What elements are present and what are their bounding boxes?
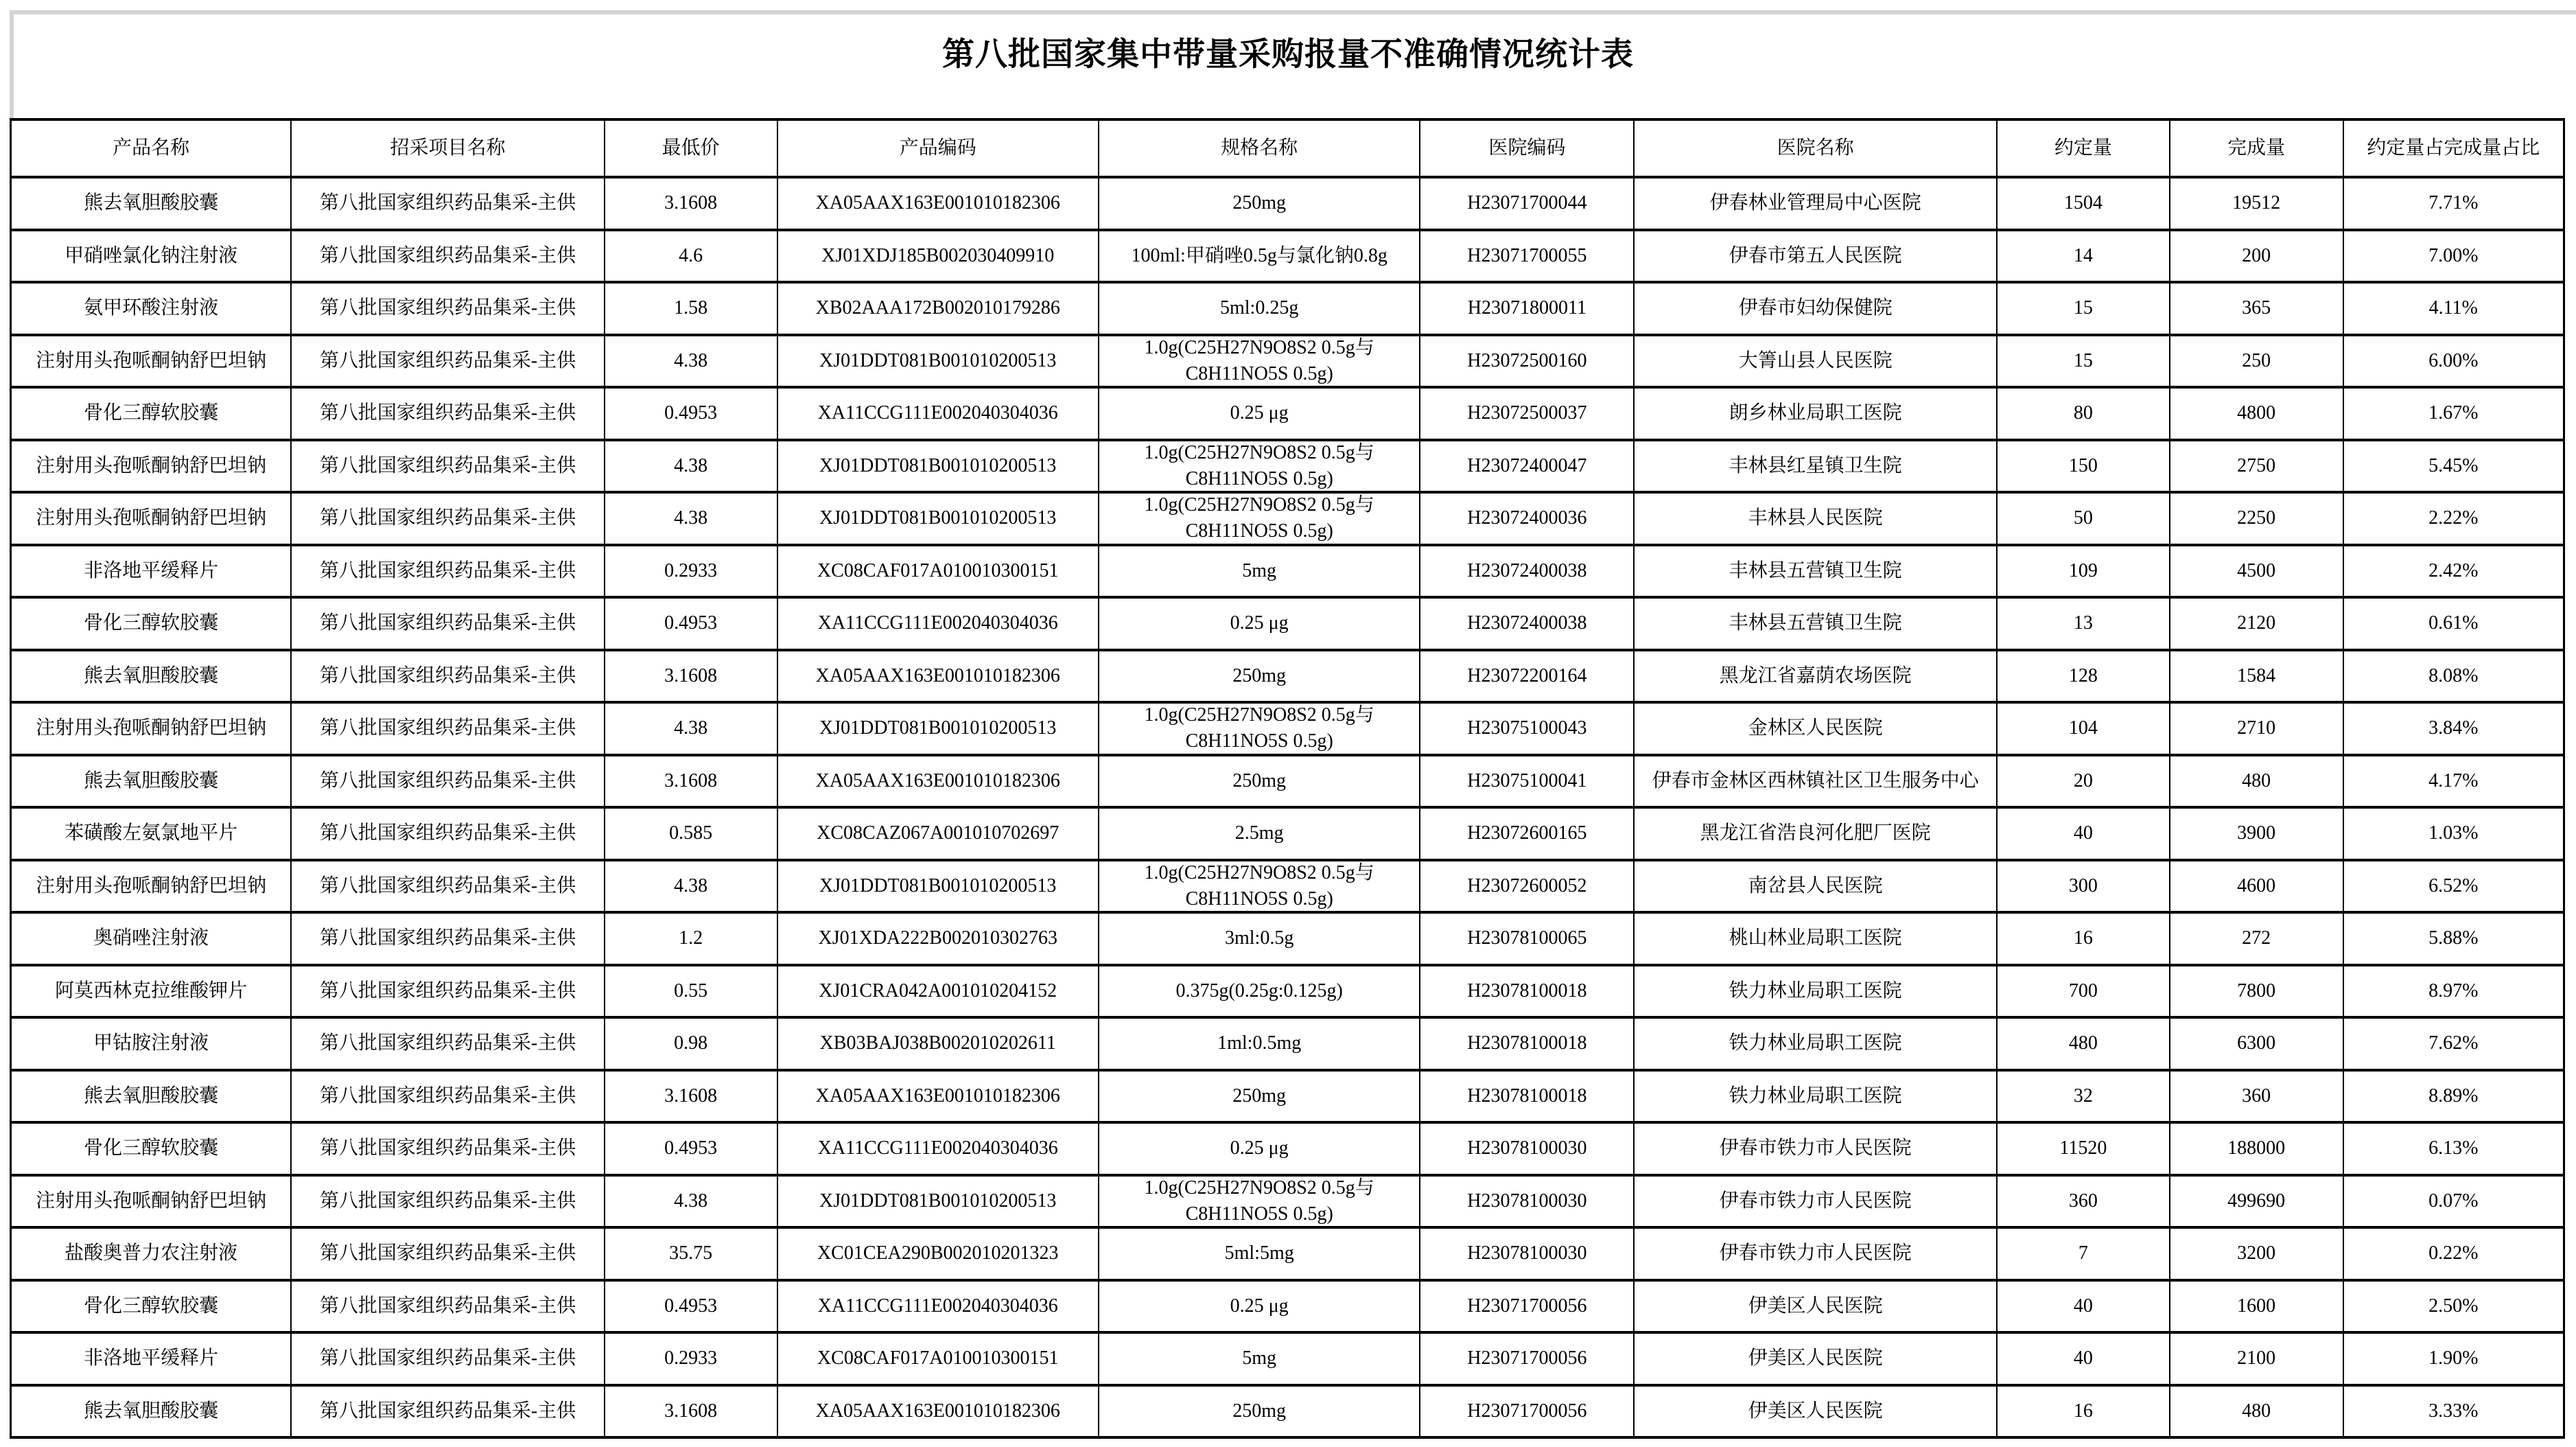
cell-agreed-qty: 16 <box>1998 914 2170 964</box>
cell-hospital-name: 大箐山县人民医院 <box>1635 336 1998 386</box>
cell-lowest-price: 4.38 <box>605 861 778 912</box>
table-row <box>12 178 2563 231</box>
cell-ratio: 6.00% <box>2428 349 2479 371</box>
cell-ratio: 6.52% <box>2428 875 2479 896</box>
cell-lowest-price: 0.4953 <box>605 1124 778 1174</box>
table-row <box>12 1177 2563 1229</box>
cell-ratio: 5.45% <box>2428 454 2479 476</box>
table-row <box>12 914 2563 966</box>
cell-lowest-price: 0.4953 <box>605 1282 778 1332</box>
cell-spec-name: 250mg <box>1099 651 1420 702</box>
table-row <box>12 651 2563 704</box>
cell-agreed-qty: 150 <box>1998 441 2170 491</box>
table-body <box>12 178 2563 1436</box>
cell-hospital-code: H23072200164 <box>1420 651 1635 702</box>
cell-ratio: 2.50% <box>2428 1295 2479 1317</box>
cell-lowest-price: 3.1608 <box>605 1387 778 1437</box>
cell-hospital-name: 伊美区人民医院 <box>1635 1387 1998 1437</box>
cell-completed-qty: 1600 <box>2170 1282 2344 1332</box>
cell-product-name: 阿莫西林克拉维酸钾片 <box>12 966 292 1017</box>
cell-hospital-name: 朗乡林业局职工医院 <box>1635 389 1998 439</box>
cell-lowest-price: 3.1608 <box>605 756 778 807</box>
cell-project-name: 第八批国家组织药品集采-主供 <box>292 914 605 964</box>
cell-project-name: 第八批国家组织药品集采-主供 <box>292 546 605 597</box>
cell-completed-qty: 480 <box>2170 1387 2344 1437</box>
cell-spec-name: 250mg <box>1099 178 1420 229</box>
cell-completed-qty: 2710 <box>2170 704 2344 754</box>
cell-hospital-name: 南岔县人民医院 <box>1635 861 1998 912</box>
cell-completed-qty: 365 <box>2170 283 2344 334</box>
cell-product-code: XA05AAX163E001010182306 <box>778 1387 1099 1437</box>
cell-project-name: 第八批国家组织药品集采-主供 <box>292 1334 605 1384</box>
cell-spec-name: 250mg <box>1099 1387 1420 1437</box>
cell-completed-qty: 19512 <box>2170 178 2344 229</box>
cell-product-code: XJ01CRA042A001010204152 <box>778 966 1099 1017</box>
column-header-product-code: 产品编码 <box>778 121 1099 176</box>
table-row <box>12 704 2563 756</box>
cell-lowest-price: 0.55 <box>605 966 778 1017</box>
cell-hospital-code: H23078100018 <box>1420 1019 1635 1069</box>
cell-completed-qty: 360 <box>2170 1072 2344 1122</box>
cell-hospital-name: 铁力林业局职工医院 <box>1635 1019 1998 1069</box>
cell-product-name: 熊去氧胆酸胶囊 <box>12 756 292 807</box>
cell-ratio: 4.11% <box>2428 297 2478 319</box>
cell-ratio: 1.67% <box>2428 402 2479 424</box>
cell-hospital-code: H23078100018 <box>1420 1072 1635 1122</box>
cell-project-name: 第八批国家组织药品集采-主供 <box>292 441 605 491</box>
cell-project-name: 第八批国家组织药品集采-主供 <box>292 336 605 386</box>
cell-agreed-qty: 360 <box>1998 1177 2170 1227</box>
table-row <box>12 1229 2563 1282</box>
cell-lowest-price: 3.1608 <box>605 1072 778 1122</box>
column-header-hospital-name: 医院名称 <box>1635 121 1998 176</box>
cell-hospital-name: 伊春市妇幼保健院 <box>1635 283 1998 334</box>
cell-product-code: XJ01DDT081B001010200513 <box>778 336 1099 386</box>
cell-spec-name: 5ml:0.25g <box>1099 283 1420 334</box>
cell-agreed-qty: 20 <box>1998 756 2170 807</box>
cell-agreed-qty: 480 <box>1998 1019 2170 1069</box>
cell-agreed-qty: 128 <box>1998 651 2170 702</box>
cell-hospital-code: H23078100018 <box>1420 966 1635 1017</box>
cell-hospital-code: H23071700056 <box>1420 1387 1635 1437</box>
cell-agreed-qty: 15 <box>1998 283 2170 334</box>
column-header-ratio: 约定量占完成量占比 <box>2367 137 2540 159</box>
cell-spec-name: 0.25 μg <box>1099 1124 1420 1174</box>
cell-hospital-name: 丰林县五营镇卫生院 <box>1635 546 1998 597</box>
cell-spec-name: 100ml:甲硝唑0.5g与氯化钠0.8g <box>1099 231 1420 281</box>
cell-agreed-qty: 11520 <box>1998 1124 2170 1174</box>
table-row <box>12 1334 2563 1387</box>
cell-agreed-qty: 300 <box>1998 861 2170 912</box>
cell-project-name: 第八批国家组织药品集采-主供 <box>292 809 605 859</box>
cell-product-code: XJ01XDA222B002010302763 <box>778 914 1099 964</box>
column-header-completed-qty: 完成量 <box>2170 121 2344 176</box>
cell-spec-name: 250mg <box>1099 756 1420 807</box>
cell-product-code: XJ01XDJ185B002030409910 <box>778 231 1099 281</box>
cell-completed-qty: 4800 <box>2170 389 2344 439</box>
cell-ratio: 8.97% <box>2428 980 2479 1002</box>
cell-hospital-code: H23078100030 <box>1420 1124 1635 1174</box>
cell-agreed-qty: 40 <box>1998 1282 2170 1332</box>
table-row <box>12 336 2563 389</box>
cell-product-code: XA05AAX163E001010182306 <box>778 651 1099 702</box>
cell-hospital-code: H23072600165 <box>1420 809 1635 859</box>
cell-project-name: 第八批国家组织药品集采-主供 <box>292 1177 605 1227</box>
table-row <box>12 966 2563 1019</box>
cell-spec-name: 0.25 μg <box>1099 1282 1420 1332</box>
cell-spec-name: 0.25 μg <box>1099 389 1420 439</box>
cell-lowest-price: 0.98 <box>605 1019 778 1069</box>
cell-lowest-price: 0.585 <box>605 809 778 859</box>
cell-product-code: XA05AAX163E001010182306 <box>778 756 1099 807</box>
cell-ratio: 5.88% <box>2428 927 2479 949</box>
cell-product-name: 甲钴胺注射液 <box>12 1019 292 1069</box>
cell-hospital-code: H23071700056 <box>1420 1334 1635 1384</box>
cell-product-name: 氨甲环酸注射液 <box>12 283 292 334</box>
table-header-row <box>12 121 2563 178</box>
cell-completed-qty: 272 <box>2170 914 2344 964</box>
cell-product-code: XJ01DDT081B001010200513 <box>778 1177 1099 1227</box>
cell-product-code: XC08CAF017A010010300151 <box>778 546 1099 597</box>
cell-lowest-price: 4.38 <box>605 704 778 754</box>
cell-product-name: 注射用头孢哌酮钠舒巴坦钠 <box>12 861 292 912</box>
cell-product-name: 非洛地平缓释片 <box>12 546 292 597</box>
cell-product-name: 苯磺酸左氨氯地平片 <box>12 809 292 859</box>
cell-spec-name: 2.5mg <box>1099 809 1420 859</box>
cell-project-name: 第八批国家组织药品集采-主供 <box>292 389 605 439</box>
cell-agreed-qty: 32 <box>1998 1072 2170 1122</box>
cell-spec-name: 5mg <box>1099 546 1420 597</box>
table-row <box>12 231 2563 284</box>
cell-spec-name: 1.0g(C25H27N9O8S2 0.5g与 C8H11NO5S 0.5g) <box>1099 494 1420 544</box>
table-row <box>12 599 2563 651</box>
column-header-hospital-code: 医院编码 <box>1420 121 1635 176</box>
cell-completed-qty: 200 <box>2170 231 2344 281</box>
cell-hospital-code: H23075100041 <box>1420 756 1635 807</box>
cell-spec-name: 1.0g(C25H27N9O8S2 0.5g与 C8H11NO5S 0.5g) <box>1099 441 1420 491</box>
cell-hospital-code: H23075100043 <box>1420 704 1635 754</box>
table-row <box>12 494 2563 546</box>
cell-project-name: 第八批国家组织药品集采-主供 <box>292 861 605 912</box>
cell-product-code: XA11CCG111E002040304036 <box>778 389 1099 439</box>
cell-lowest-price: 0.4953 <box>605 389 778 439</box>
cell-project-name: 第八批国家组织药品集采-主供 <box>292 494 605 544</box>
cell-hospital-name: 伊春市铁力市人民医院 <box>1635 1177 1998 1227</box>
cell-product-name: 熊去氧胆酸胶囊 <box>12 1387 292 1437</box>
cell-hospital-code: H23072600052 <box>1420 861 1635 912</box>
page-border-top <box>10 10 2576 14</box>
cell-product-name: 熊去氧胆酸胶囊 <box>12 651 292 702</box>
cell-product-name: 熊去氧胆酸胶囊 <box>12 1072 292 1122</box>
cell-ratio: 2.42% <box>2428 559 2479 581</box>
cell-ratio: 6.13% <box>2428 1137 2479 1159</box>
column-header-agreed-qty: 约定量 <box>1998 121 2170 176</box>
cell-product-code: XA05AAX163E001010182306 <box>778 1072 1099 1122</box>
cell-spec-name: 1.0g(C25H27N9O8S2 0.5g与 C8H11NO5S 0.5g) <box>1099 336 1420 386</box>
cell-hospital-code: H23072400036 <box>1420 494 1635 544</box>
cell-agreed-qty: 15 <box>1998 336 2170 386</box>
cell-lowest-price: 1.2 <box>605 914 778 964</box>
cell-agreed-qty: 109 <box>1998 546 2170 597</box>
cell-completed-qty: 188000 <box>2170 1124 2344 1174</box>
cell-hospital-name: 丰林县红星镇卫生院 <box>1635 441 1998 491</box>
cell-product-name: 骨化三醇软胶囊 <box>12 599 292 649</box>
cell-product-code: XA05AAX163E001010182306 <box>778 178 1099 229</box>
cell-lowest-price: 1.58 <box>605 283 778 334</box>
column-header-spec-name: 规格名称 <box>1099 121 1420 176</box>
cell-ratio: 0.07% <box>2428 1190 2479 1212</box>
cell-lowest-price: 4.38 <box>605 336 778 386</box>
cell-project-name: 第八批国家组织药品集采-主供 <box>292 178 605 229</box>
cell-hospital-code: H23072400047 <box>1420 441 1635 491</box>
cell-project-name: 第八批国家组织药品集采-主供 <box>292 1124 605 1174</box>
cell-agreed-qty: 1504 <box>1998 178 2170 229</box>
cell-spec-name: 5mg <box>1099 1334 1420 1384</box>
table-row <box>12 1072 2563 1124</box>
cell-product-code: XC08CAZ067A001010702697 <box>778 809 1099 859</box>
column-header-project-name: 招采项目名称 <box>292 121 605 176</box>
cell-product-name: 注射用头孢哌酮钠舒巴坦钠 <box>12 704 292 754</box>
cell-product-name: 非洛地平缓释片 <box>12 1334 292 1384</box>
procurement-table <box>10 118 2565 1439</box>
cell-product-name: 盐酸奥普力农注射液 <box>12 1229 292 1279</box>
cell-ratio: 8.89% <box>2428 1085 2479 1107</box>
cell-completed-qty: 480 <box>2170 756 2344 807</box>
cell-lowest-price: 0.2933 <box>605 546 778 597</box>
cell-lowest-price: 4.38 <box>605 494 778 544</box>
cell-completed-qty: 2750 <box>2170 441 2344 491</box>
cell-lowest-price: 0.2933 <box>605 1334 778 1384</box>
cell-agreed-qty: 80 <box>1998 389 2170 439</box>
column-header-lowest-price: 最低价 <box>605 121 778 176</box>
cell-product-name: 熊去氧胆酸胶囊 <box>12 178 292 229</box>
cell-project-name: 第八批国家组织药品集采-主供 <box>292 1229 605 1279</box>
cell-hospital-code: H23071700056 <box>1420 1282 1635 1332</box>
cell-ratio: 1.90% <box>2428 1347 2479 1369</box>
cell-product-name: 骨化三醇软胶囊 <box>12 389 292 439</box>
cell-ratio: 2.22% <box>2428 507 2479 529</box>
cell-spec-name: 3ml:0.5g <box>1099 914 1420 964</box>
cell-hospital-name: 伊美区人民医院 <box>1635 1334 1998 1384</box>
cell-completed-qty: 250 <box>2170 336 2344 386</box>
cell-project-name: 第八批国家组织药品集采-主供 <box>292 1282 605 1332</box>
cell-project-name: 第八批国家组织药品集采-主供 <box>292 599 605 649</box>
cell-spec-name: 0.375g(0.25g:0.125g) <box>1099 966 1420 1017</box>
cell-hospital-name: 伊春市铁力市人民医院 <box>1635 1229 1998 1279</box>
cell-ratio: 0.61% <box>2428 612 2479 634</box>
cell-lowest-price: 3.1608 <box>605 651 778 702</box>
cell-hospital-name: 伊春市金林区西林镇社区卫生服务中心 <box>1635 756 1998 807</box>
cell-product-code: XJ01DDT081B001010200513 <box>778 494 1099 544</box>
cell-ratio: 0.22% <box>2428 1242 2479 1264</box>
cell-hospital-name: 伊美区人民医院 <box>1635 1282 1998 1332</box>
cell-completed-qty: 2120 <box>2170 599 2344 649</box>
cell-agreed-qty: 13 <box>1998 599 2170 649</box>
cell-hospital-name: 铁力林业局职工医院 <box>1635 1072 1998 1122</box>
cell-project-name: 第八批国家组织药品集采-主供 <box>292 756 605 807</box>
cell-hospital-code: H23071800011 <box>1420 283 1635 334</box>
table-row <box>12 546 2563 599</box>
cell-completed-qty: 3200 <box>2170 1229 2344 1279</box>
cell-hospital-code: H23078100065 <box>1420 914 1635 964</box>
cell-hospital-name: 丰林县人民医院 <box>1635 494 1998 544</box>
cell-product-name: 甲硝唑氯化钠注射液 <box>12 231 292 281</box>
table-row <box>12 389 2563 441</box>
table-row <box>12 1282 2563 1334</box>
cell-hospital-name: 伊春林业管理局中心医院 <box>1635 178 1998 229</box>
cell-agreed-qty: 7 <box>1998 1229 2170 1279</box>
cell-product-code: XA11CCG111E002040304036 <box>778 1282 1099 1332</box>
cell-product-code: XA11CCG111E002040304036 <box>778 1124 1099 1174</box>
cell-product-code: XJ01DDT081B001010200513 <box>778 704 1099 754</box>
cell-lowest-price: 0.4953 <box>605 599 778 649</box>
table-row <box>12 1387 2563 1437</box>
cell-product-name: 注射用头孢哌酮钠舒巴坦钠 <box>12 494 292 544</box>
cell-ratio: 4.17% <box>2428 769 2479 791</box>
cell-hospital-code: H23072500160 <box>1420 336 1635 386</box>
cell-agreed-qty: 16 <box>1998 1387 2170 1437</box>
cell-hospital-code: H23072500037 <box>1420 389 1635 439</box>
table-row <box>12 861 2563 914</box>
cell-hospital-name: 伊春市铁力市人民医院 <box>1635 1124 1998 1174</box>
cell-hospital-name: 铁力林业局职工医院 <box>1635 966 1998 1017</box>
cell-ratio: 7.00% <box>2428 244 2479 266</box>
table-row <box>12 283 2563 336</box>
cell-product-name: 骨化三醇软胶囊 <box>12 1124 292 1174</box>
cell-agreed-qty: 14 <box>1998 231 2170 281</box>
cell-project-name: 第八批国家组织药品集采-主供 <box>292 651 605 702</box>
table-row <box>12 1019 2563 1072</box>
cell-product-code: XC01CEA290B002010201323 <box>778 1229 1099 1279</box>
table-row <box>12 809 2563 861</box>
cell-product-name: 注射用头孢哌酮钠舒巴坦钠 <box>12 336 292 386</box>
cell-lowest-price: 4.38 <box>605 441 778 491</box>
cell-hospital-code: H23078100030 <box>1420 1177 1635 1227</box>
cell-product-name: 骨化三醇软胶囊 <box>12 1282 292 1332</box>
table-row <box>12 756 2563 809</box>
cell-ratio: 1.03% <box>2428 822 2479 844</box>
cell-hospital-name: 金林区人民医院 <box>1635 704 1998 754</box>
column-header-product-name: 产品名称 <box>12 121 292 176</box>
table-row <box>12 441 2563 494</box>
cell-agreed-qty: 40 <box>1998 809 2170 859</box>
cell-spec-name: 1.0g(C25H27N9O8S2 0.5g与 C8H11NO5S 0.5g) <box>1099 861 1420 912</box>
cell-spec-name: 1.0g(C25H27N9O8S2 0.5g与 C8H11NO5S 0.5g) <box>1099 704 1420 754</box>
cell-completed-qty: 499690 <box>2170 1177 2344 1227</box>
cell-hospital-code: H23078100030 <box>1420 1229 1635 1279</box>
cell-product-code: XC08CAF017A010010300151 <box>778 1334 1099 1384</box>
cell-product-name: 注射用头孢哌酮钠舒巴坦钠 <box>12 1177 292 1227</box>
cell-completed-qty: 2100 <box>2170 1334 2344 1384</box>
cell-hospital-name: 丰林县五营镇卫生院 <box>1635 599 1998 649</box>
cell-ratio: 3.33% <box>2428 1400 2479 1422</box>
cell-project-name: 第八批国家组织药品集采-主供 <box>292 231 605 281</box>
cell-product-code: XJ01DDT081B001010200513 <box>778 861 1099 912</box>
cell-completed-qty: 7800 <box>2170 966 2344 1017</box>
cell-product-code: XJ01DDT081B001010200513 <box>778 441 1099 491</box>
cell-product-code: XB03BAJ038B002010202611 <box>778 1019 1099 1069</box>
cell-product-code: XB02AAA172B002010179286 <box>778 283 1099 334</box>
page-title: 第八批国家集中带量采购报量不准确情况统计表 <box>942 36 1634 72</box>
cell-agreed-qty: 40 <box>1998 1334 2170 1384</box>
table-row <box>12 1124 2563 1177</box>
cell-hospital-name: 桃山林业局职工医院 <box>1635 914 1998 964</box>
cell-ratio: 3.84% <box>2428 717 2479 739</box>
cell-ratio: 7.62% <box>2428 1032 2479 1054</box>
cell-agreed-qty: 104 <box>1998 704 2170 754</box>
cell-completed-qty: 4600 <box>2170 861 2344 912</box>
cell-spec-name: 250mg <box>1099 1072 1420 1122</box>
cell-hospital-name: 黑龙江省嘉荫农场医院 <box>1635 651 1998 702</box>
cell-hospital-code: H23071700044 <box>1420 178 1635 229</box>
cell-lowest-price: 35.75 <box>605 1229 778 1279</box>
cell-completed-qty: 4500 <box>2170 546 2344 597</box>
cell-project-name: 第八批国家组织药品集采-主供 <box>292 966 605 1017</box>
cell-agreed-qty: 700 <box>1998 966 2170 1017</box>
cell-project-name: 第八批国家组织药品集采-主供 <box>292 1387 605 1437</box>
cell-project-name: 第八批国家组织药品集采-主供 <box>292 1019 605 1069</box>
cell-spec-name: 0.25 μg <box>1099 599 1420 649</box>
cell-completed-qty: 6300 <box>2170 1019 2344 1069</box>
cell-completed-qty: 2250 <box>2170 494 2344 544</box>
cell-project-name: 第八批国家组织药品集采-主供 <box>292 704 605 754</box>
cell-hospital-code: H23071700055 <box>1420 231 1635 281</box>
cell-lowest-price: 4.6 <box>605 231 778 281</box>
cell-product-code: XA11CCG111E002040304036 <box>778 599 1099 649</box>
cell-lowest-price: 4.38 <box>605 1177 778 1227</box>
cell-product-name: 奥硝唑注射液 <box>12 914 292 964</box>
cell-completed-qty: 1584 <box>2170 651 2344 702</box>
cell-hospital-code: H23072400038 <box>1420 599 1635 649</box>
cell-spec-name: 1ml:0.5mg <box>1099 1019 1420 1069</box>
cell-hospital-name: 伊春市第五人民医院 <box>1635 231 1998 281</box>
cell-hospital-code: H23072400038 <box>1420 546 1635 597</box>
cell-project-name: 第八批国家组织药品集采-主供 <box>292 283 605 334</box>
cell-product-name: 注射用头孢哌酮钠舒巴坦钠 <box>12 441 292 491</box>
cell-lowest-price: 3.1608 <box>605 178 778 229</box>
cell-agreed-qty: 50 <box>1998 494 2170 544</box>
cell-completed-qty: 3900 <box>2170 809 2344 859</box>
cell-hospital-name: 黑龙江省浩良河化肥厂医院 <box>1635 809 1998 859</box>
cell-project-name: 第八批国家组织药品集采-主供 <box>292 1072 605 1122</box>
cell-ratio: 8.08% <box>2428 664 2479 686</box>
cell-ratio: 7.71% <box>2428 192 2479 214</box>
cell-spec-name: 5ml:5mg <box>1099 1229 1420 1279</box>
cell-spec-name: 1.0g(C25H27N9O8S2 0.5g与 C8H11NO5S 0.5g) <box>1099 1177 1420 1227</box>
